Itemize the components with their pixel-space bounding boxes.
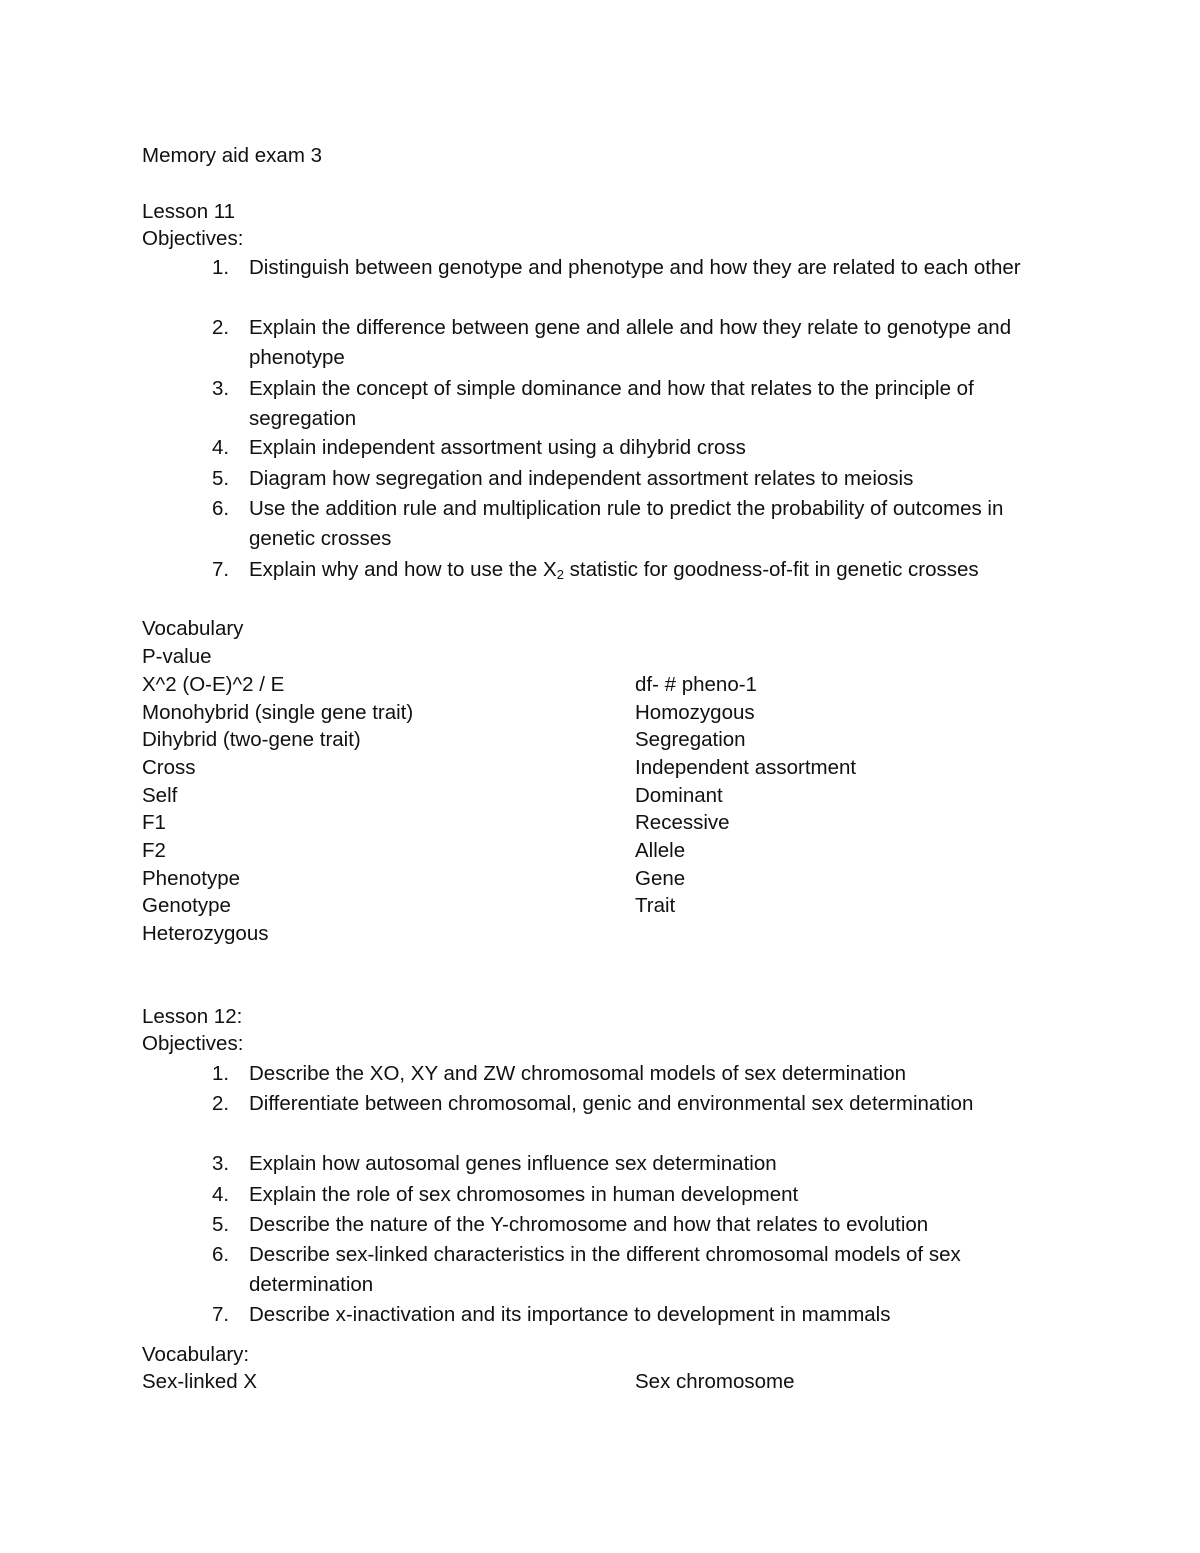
lesson-11-objectives-label: Objectives:	[142, 227, 244, 250]
objective-text-before: Explain why and how to use the X	[249, 558, 557, 581]
objective-text: Explain how autosomal genes influence sex determination	[249, 1152, 777, 1175]
objective-number: 6.	[212, 1243, 230, 1266]
objective-number: 6.	[212, 497, 230, 520]
vocab-term: Phenotype	[142, 867, 241, 890]
document-title: Memory aid exam 3	[142, 144, 323, 167]
vocab-term: Gene	[635, 867, 686, 890]
objective-text: Explain the difference between gene and allele and how they relate to genotype and phenotype	[249, 316, 1012, 370]
objective-text: Explain independent assortment using a dihybrid cross	[249, 436, 746, 459]
objective-number: 2.	[212, 1092, 230, 1115]
vocab-term: Homozygous	[635, 701, 755, 724]
lesson-11-heading: Lesson 11	[142, 200, 236, 223]
vocab-term: Sex chromosome	[635, 1370, 795, 1393]
objective-number: 7.	[212, 1303, 230, 1326]
objective-number: 3.	[212, 1152, 230, 1175]
objective-text: Use the addition rule and multiplication rule to predict the probability of outcomes in genetic crosses	[249, 497, 1004, 551]
objective-text: Describe sex-linked characteristics in the different chromosomal models of sex determination	[249, 1243, 961, 1297]
objective-text: Diagram how segregation and independent assortment relates to meiosis	[249, 467, 914, 490]
vocab-term: df- # pheno-1	[635, 673, 757, 696]
objective-number: 2.	[212, 316, 230, 339]
objective-number: 3.	[212, 377, 230, 400]
vocab-term: Heterozygous	[142, 922, 269, 945]
objective-number: 4.	[212, 1183, 230, 1206]
vocab-term: F2	[142, 839, 166, 862]
objective-number: 7.	[212, 558, 230, 581]
vocab-term: Cross	[142, 756, 196, 779]
vocab-term: Dominant	[635, 784, 723, 807]
vocab-term: Self	[142, 784, 178, 807]
lesson-12-objectives-label: Objectives:	[142, 1032, 244, 1055]
lesson-12-vocabulary-label: Vocabulary:	[142, 1343, 250, 1366]
objective-number: 1.	[212, 256, 230, 279]
vocab-term: Sex-linked X	[142, 1370, 258, 1393]
vocab-term: F1	[142, 811, 166, 834]
objective-number: 5.	[212, 467, 230, 490]
lesson-11-vocabulary-label: Vocabulary	[142, 617, 244, 640]
objective-text-after: statistic for goodness-of-fit in genetic crosses	[563, 558, 979, 581]
vocab-term: Allele	[635, 839, 686, 862]
objective-number: 1.	[212, 1062, 230, 1085]
objective-text: Explain the concept of simple dominance and how that relates to the principle of segregation	[249, 377, 974, 431]
vocab-term: Dihybrid (two-gene trait)	[142, 728, 361, 751]
vocab-term: X^2 (O-E)^2 / E	[142, 673, 285, 696]
vocab-term: Monohybrid (single gene trait)	[142, 701, 414, 724]
vocab-term: Independent assortment	[635, 756, 857, 779]
vocab-term: P-value	[142, 645, 212, 668]
vocab-term: Trait	[635, 894, 676, 917]
objective-text	[249, 555, 1069, 585]
vocab-term: Segregation	[635, 728, 746, 751]
objective-number: 4.	[212, 436, 230, 459]
objective-number: 5.	[212, 1213, 230, 1236]
objective-text: Describe the XO, XY and ZW chromosomal models of sex determination	[249, 1062, 907, 1085]
objective-text: Differentiate between chromosomal, genic and environmental sex determination	[249, 1092, 974, 1115]
vocab-term: Genotype	[142, 894, 231, 917]
chi-square-subscript: 2	[556, 567, 564, 582]
objective-text: Explain the role of sex chromosomes in human development	[249, 1183, 799, 1206]
objective-text: Describe the nature of the Y-chromosome and how that relates to evolution	[249, 1213, 929, 1236]
objective-text: Describe x-inactivation and its importance to development in mammals	[249, 1303, 891, 1326]
objective-text: Distinguish between genotype and phenotype and how they are related to each other	[249, 256, 1021, 279]
lesson-12-heading: Lesson 12:	[142, 1005, 243, 1028]
vocab-term: Recessive	[635, 811, 730, 834]
